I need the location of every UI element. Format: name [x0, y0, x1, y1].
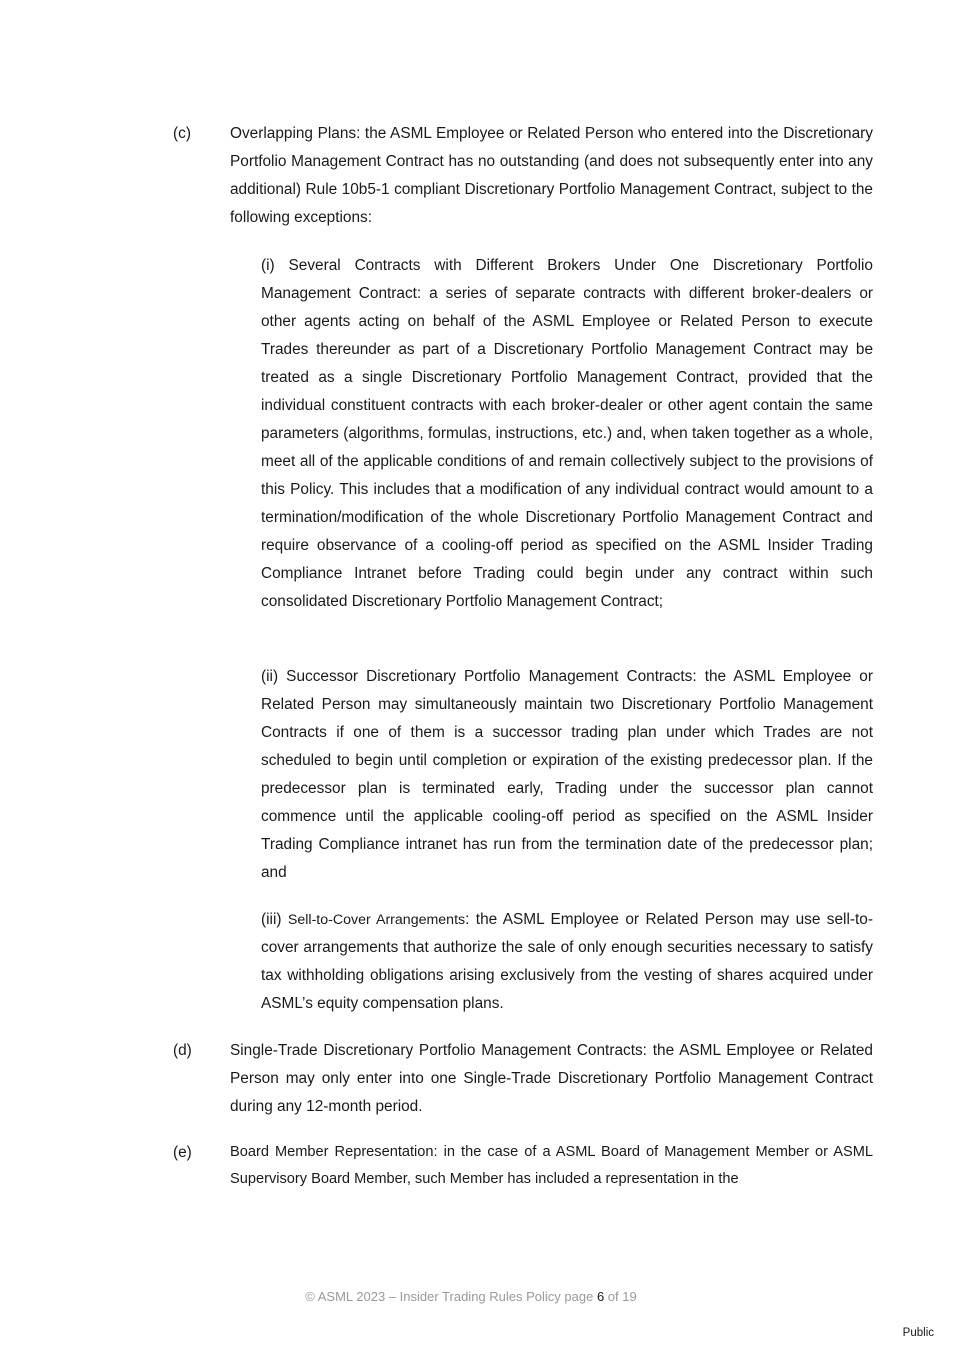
footer-prefix: © ASML 2023 – Insider Trading Rules Policy page — [305, 1289, 597, 1304]
clause-c-label: (c) — [173, 125, 191, 142]
clause-d-label: (d) — [173, 1042, 192, 1059]
footer-page-number: 6 — [596, 1289, 605, 1304]
classification-label: Public — [902, 1327, 934, 1339]
clause-c — [173, 120, 873, 232]
clause-c-text: Overlapping Plans: the ASML Employee or Related Person who entered into the Discretionary Portfolio Management Contract has no outstanding (and does not subsequently enter into any additional) Rule 10b5-1 compliant Discretionary Portfolio Management Contract, subject to the following exceptions: — [230, 125, 873, 226]
clause-e-text: Board Member Representation: in the case of a ASML Board of Management Member or ASML Supervisory Board Member, such Member has included a representation in the — [230, 1144, 873, 1187]
footer-suffix: of 19 — [604, 1289, 637, 1304]
clause-c-sub-iii-heading: Sell-to-Cover Arrangements — [287, 912, 466, 928]
clause-c-sub-iii-text: : the ASML Employee or Related Person may use sell-to-cover arrangements that authorize the sale of only enough securities necessary to satisfy tax withholding obligations arising exclusively from the vesting of shares acquired under ASML’s equity compensation plans. — [261, 911, 873, 1012]
clause-c-sub-ii: (ii) Successor Discretionary Portfolio Management Contracts: the ASML Employee or Related Person may simultaneously maintain two Discretionary Portfolio Management Contracts if one of them is a successor trading plan under which Trades are not scheduled to begin until completion or expiration of the existing predecessor plan. If the predecessor plan is terminated early, Trading under the successor plan cannot commence until the applicable cooling-off period as specified on the ASML Insider Trading Compliance intranet has run from the termination date of the predecessor plan; and — [261, 668, 873, 881]
clause-e — [173, 1139, 873, 1193]
clause-e-label: (e) — [173, 1144, 192, 1161]
clause-c-sub-iii-prefix: (iii) — [261, 911, 288, 928]
clause-d-text: Single-Trade Discretionary Portfolio Management Contracts: the ASML Employee or Related Person may only enter into one Single-Trade Discretionary Portfolio Management Contract during any 12-month period. — [230, 1042, 873, 1115]
clause-c-sub-i: (i) Several Contracts with Different Brokers Under One Discretionary Portfolio Management Contract: a series of separate contracts with different broker-dealers or other agents acting on behalf of the ASML Employee or Related Person to execute Trades thereunder as part of a Discretionary Portfolio Management Contract may be treated as a single Discretionary Portfolio Management Contract, provided that the individual constituent contracts with each broker-dealer or other agent contain the same parameters (algorithms, formulas, instructions, etc.) and, when taken together as a whole, meet all of the applicable conditions of and remain collectively subject to the provisions of this Policy. This includes that a modification of any individual contract would amount to a termination/modification of the whole Discretionary Portfolio Management Contract and require observance of a cooling-off period as specified on the ASML Insider Trading Compliance Intranet before Trading could begin under any contract within such consolidated Discretionary Portfolio Management Contract; — [261, 257, 873, 610]
clause-c-sub-iii — [261, 906, 873, 1018]
clause-d — [173, 1037, 873, 1121]
page-footer — [0, 1289, 954, 1304]
